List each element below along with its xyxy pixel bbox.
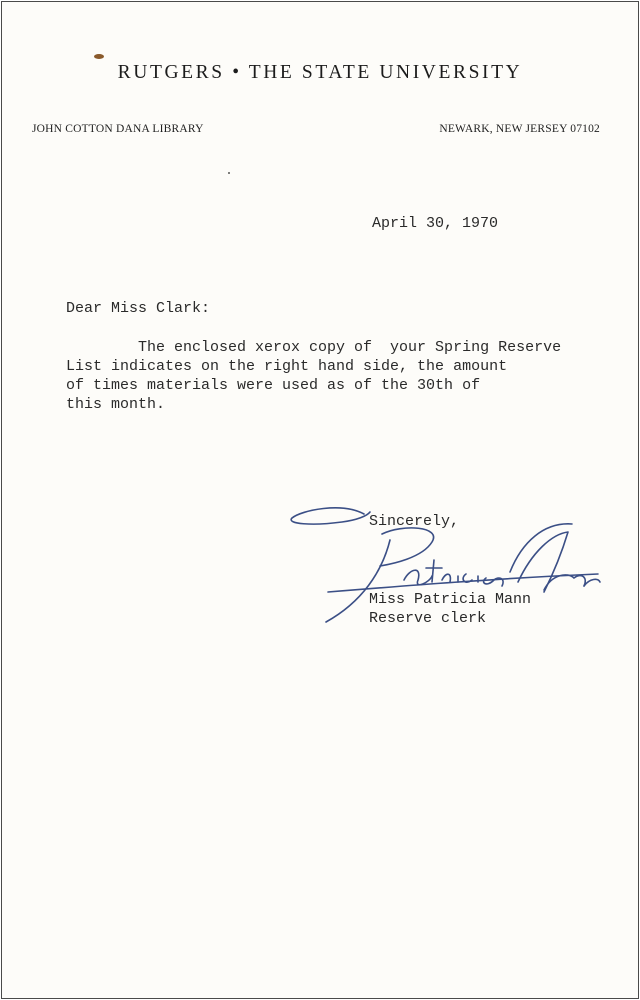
letter-date: April 30, 1970 [372,215,499,232]
university-name: RUTGERS • THE STATE UNIVERSITY [117,62,523,83]
signer-name: Miss Patricia Mann [369,591,532,608]
paper-stain [228,172,230,174]
paper-stain [94,54,104,59]
body-line: The enclosed xerox copy of your Spring Reserve [66,339,562,356]
library-name: JOHN COTTON DANA LIBRARY [32,123,204,135]
body-line: this month. [66,396,166,413]
body-line: of times materials were used as of the 30th of [66,377,481,394]
closing: Sincerely, [369,513,460,530]
signer-title: Reserve clerk [369,610,487,627]
letter-page [1,1,639,999]
body-line: List indicates on the right hand side, the amount [66,358,508,375]
library-address: NEWARK, NEW JERSEY 07102 [439,123,600,135]
salutation: Dear Miss Clark: [66,300,211,317]
